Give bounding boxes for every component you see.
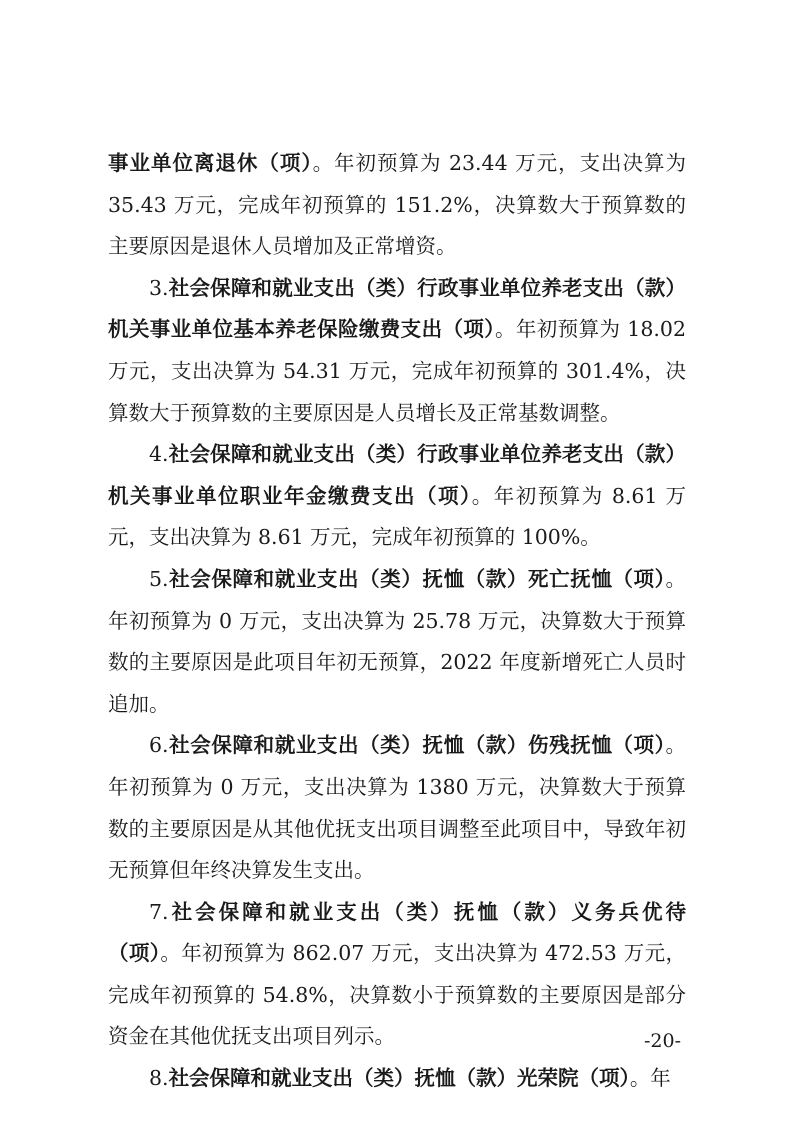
item-text: 。年初预算为 0 万元，支出决算为 1380 万元，决算数大于预算数的主要原因是从其他优抚支出项目调整至此项目中，导致年初无预算但年终决算发生支出。	[108, 733, 686, 883]
item-text: 。年初预算为 862.07 万元，支出决算为 472.53 万元，完成年初预算的 54.8%，决算数小于预算数的主要原因是部分资金在其他优抚支出项目列示。	[108, 941, 686, 1049]
item-number: 4.	[149, 442, 169, 467]
item-text: 。年初预算为 0 万元，支出决算为 25.78 万元，决算数大于预算数的主要原因是此项目年初无预算，2022 年度新增死亡人员时追加。	[108, 566, 686, 716]
item-heading: 社会保障和就业支出（类）抚恤（款）光荣院（项）	[168, 1066, 630, 1091]
item-number: 5.	[149, 566, 169, 591]
item-heading: 社会保障和就业支出（类）抚恤（款）伤残抚恤（项）	[168, 733, 666, 758]
paragraph-item-8	[108, 1058, 686, 1100]
paragraph-item-7	[108, 892, 686, 1058]
item-heading: 社会保障和就业支出（类）行政事业单位养老支出（款）机关事业单位职业年金缴费支出（项）	[108, 442, 686, 508]
paragraph-item-5	[108, 559, 686, 725]
item-heading: 社会保障和就业支出（类）抚恤（款）义务兵优待（项）	[108, 899, 686, 966]
page-number: -20-	[643, 1030, 681, 1052]
item-text: 。年初预算为 23.44 万元，支出决算为 35.43 万元，完成年初预算的 151.2%，决算数大于预算数的主要原因是退休人员增加及正常增资。	[108, 151, 686, 259]
item-text: 。年初预算为 8.61 万元，支出决算为 8.61 万元，完成年初预算的 100%。	[108, 483, 686, 550]
item-heading: 社会保障和就业支出（类）行政事业单位养老支出（款）机关事业单位基本养老保险缴费支出（项）	[108, 275, 686, 342]
paragraph-continued	[108, 143, 686, 268]
item-number: 7.	[149, 899, 169, 924]
paragraph-item-6	[108, 725, 686, 891]
item-number: 8.	[149, 1066, 169, 1091]
item-text: 。年初预算为 18.02 万元，支出决算为 54.31 万元，完成年初预算的 301.4%，决算数大于预算数的主要原因是人员增长及正常基数调整。	[108, 317, 686, 425]
item-number: 3.	[149, 275, 169, 300]
body-text	[108, 143, 686, 1100]
item-number: 6.	[149, 733, 169, 758]
item-text: 。年	[629, 1066, 671, 1091]
paragraph-item-4	[108, 434, 686, 559]
item-heading: 事业单位离退休（项）	[108, 151, 313, 175]
item-heading: 社会保障和就业支出（类）抚恤（款）死亡抚恤（项）	[168, 566, 666, 591]
paragraph-item-3	[108, 268, 686, 434]
